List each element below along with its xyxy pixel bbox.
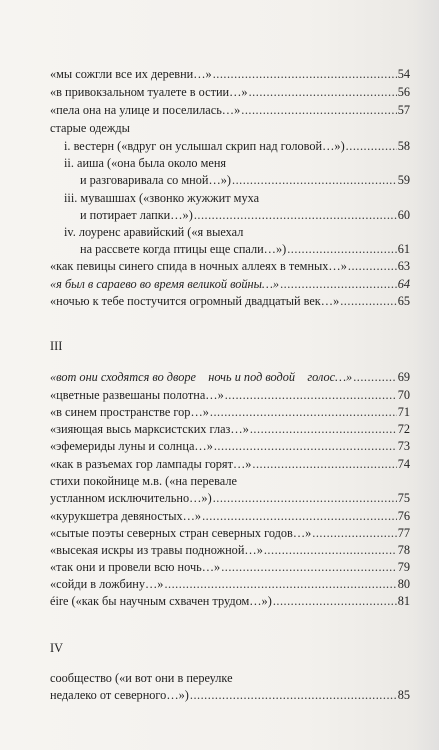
toc-entry-title: лоуренс аравийский («я выехал	[78, 225, 244, 239]
toc-page-number: 63	[397, 259, 410, 273]
toc-entry-continuation: и разговаривала со мной…»)	[80, 172, 232, 187]
leader-dots	[287, 241, 396, 258]
toc-page-number: 71	[397, 405, 410, 419]
leader-dots	[190, 687, 397, 704]
toc-subentry	[64, 224, 410, 257]
toc-page-number: 56	[397, 85, 410, 99]
toc-entry-title: «пела она на улице и поселилась…»	[50, 103, 241, 117]
toc-page-number: 79	[397, 560, 410, 574]
leader-dots	[202, 508, 397, 525]
toc-entry	[50, 404, 410, 421]
toc-page-number: 85	[397, 687, 410, 702]
toc-page-number: 69	[397, 370, 410, 384]
toc-page-number: 75	[397, 490, 410, 505]
toc-page-number: 60	[397, 207, 410, 222]
toc-page-number: 57	[397, 103, 410, 117]
toc-page-number: 73	[397, 439, 410, 453]
toc-entry-title: «ночью к тебе постучится огромный двадцатый век…»	[50, 294, 340, 308]
toc-entry-continuation: на рассвете когда птицы еще спали…»)	[80, 241, 287, 256]
toc-page-number: 80	[397, 577, 410, 591]
toc-page-number: 61	[397, 241, 410, 256]
toc-entry	[50, 369, 410, 386]
section-heading-iv: IV	[50, 641, 63, 655]
leader-dots	[252, 456, 396, 473]
leader-dots	[213, 490, 397, 507]
toc-entry	[50, 438, 410, 455]
toc-subentry	[64, 190, 410, 223]
toc-subentry	[64, 138, 410, 155]
toc-page-number: 81	[397, 594, 410, 608]
toc-entry-title: «курукшетра девяностых…»	[50, 509, 202, 523]
toc-entry	[50, 84, 410, 101]
toc-entry-title: «в синем пространстве гор…»	[50, 405, 209, 419]
roman-numeral: iv.	[64, 225, 76, 239]
toc-entry	[50, 508, 410, 525]
toc-page-number: 78	[397, 543, 410, 557]
toc-entry-title: «в привокзальном туалете в остии…»	[50, 85, 248, 99]
toc-entry-title: «сойди в ложбину…»	[50, 577, 164, 591]
toc-entry	[50, 258, 410, 275]
toc-entry-title: «как певицы синего спида в ночных аллеях в темных…»	[50, 259, 347, 273]
toc-page-number: 58	[397, 139, 410, 153]
toc-entry-title: «высекая искры из травы подножной…»	[50, 543, 263, 557]
toc-entry-title: вестерн («вдруг он услышал скрип над головой…»)	[73, 139, 345, 153]
leader-dots	[348, 258, 397, 275]
leader-dots	[346, 138, 397, 155]
toc-entry-title: стихи покойнице м.в. («на перевале	[50, 474, 237, 488]
leader-dots	[232, 172, 397, 189]
page-edge-shadow	[413, 0, 439, 750]
toc-entry	[50, 102, 410, 119]
toc-entry	[50, 387, 410, 404]
toc-entry	[50, 670, 410, 703]
toc-entry	[50, 276, 410, 293]
leader-dots	[312, 525, 396, 542]
roman-numeral: i.	[64, 139, 71, 153]
toc-entry	[50, 593, 410, 610]
toc-entry-title: «мы сожгли все их деревни…»	[50, 67, 212, 81]
leader-dots	[280, 276, 397, 293]
toc-entry-title: «вот они сходятся во дворе ночь и под водой голос…»	[50, 370, 353, 384]
leader-dots	[194, 207, 397, 224]
leader-dots	[250, 421, 397, 438]
toc-entry	[50, 473, 410, 506]
toc-entry	[50, 559, 410, 576]
toc-entry	[50, 525, 410, 542]
toc-page-number: 76	[397, 509, 410, 523]
leader-dots	[225, 387, 397, 404]
toc-page-number: 65	[397, 294, 410, 308]
toc-page-number: 72	[397, 422, 410, 436]
toc-entry-title: «зияющая высь марксистских глаз…»	[50, 422, 249, 436]
leader-dots	[340, 293, 396, 310]
roman-numeral: ii.	[64, 156, 74, 170]
toc-group-title: старые одежды	[50, 121, 130, 135]
toc-entry	[50, 576, 410, 593]
toc-entry-title: «цветные развешаны полотна…»	[50, 388, 224, 402]
toc-entry-title: аиша («она была около меня	[77, 156, 227, 170]
toc-entry-title: «эфемериды луны и солнца…»	[50, 439, 213, 453]
leader-dots	[213, 66, 397, 83]
leader-dots	[273, 593, 397, 610]
toc-page-number: 70	[397, 388, 410, 402]
toc-subentry	[64, 155, 410, 188]
toc-entry-title: «как в разъемах гор лампады горят…»	[50, 457, 252, 471]
toc-entry-title: «так они и провели всю ночь…»	[50, 560, 221, 574]
toc-page-number: 74	[397, 457, 410, 471]
toc-entry-title: сообщество («и вот они в переулке	[50, 671, 233, 685]
toc-page-number: 54	[397, 67, 410, 81]
toc-entry-title: мувашшах («звонко жужжит муха	[80, 191, 260, 205]
toc-page-number: 59	[397, 172, 410, 187]
toc-entry	[50, 421, 410, 438]
toc-entry	[50, 542, 410, 559]
toc-page-number: 64	[397, 277, 410, 291]
toc-entry-continuation: недалеко от северного…»)	[50, 687, 189, 702]
leader-dots	[353, 369, 397, 386]
leader-dots	[210, 404, 397, 421]
leader-dots	[214, 438, 397, 455]
toc-entry	[50, 456, 410, 473]
leader-dots	[241, 102, 396, 119]
toc-entry-title: «я был в сараево во время великой войны…»	[50, 277, 280, 291]
toc-entry-title: éire («как бы научным схвачен трудом…»)	[50, 594, 272, 608]
toc-entry	[50, 293, 410, 310]
roman-numeral: iii.	[64, 191, 78, 205]
toc-entry-title: «сытые поэты северных стран северных годов…»	[50, 526, 312, 540]
section-heading-iii: III	[50, 339, 63, 353]
toc-entry-continuation: и потирает лапки…»)	[80, 207, 193, 222]
leader-dots	[164, 576, 396, 593]
toc-entry-continuation: устланном исключительно…»)	[50, 490, 212, 505]
toc-page-number: 77	[397, 526, 410, 540]
leader-dots	[264, 542, 397, 559]
leader-dots	[249, 84, 397, 101]
toc-entry	[50, 66, 410, 83]
leader-dots	[221, 559, 397, 576]
